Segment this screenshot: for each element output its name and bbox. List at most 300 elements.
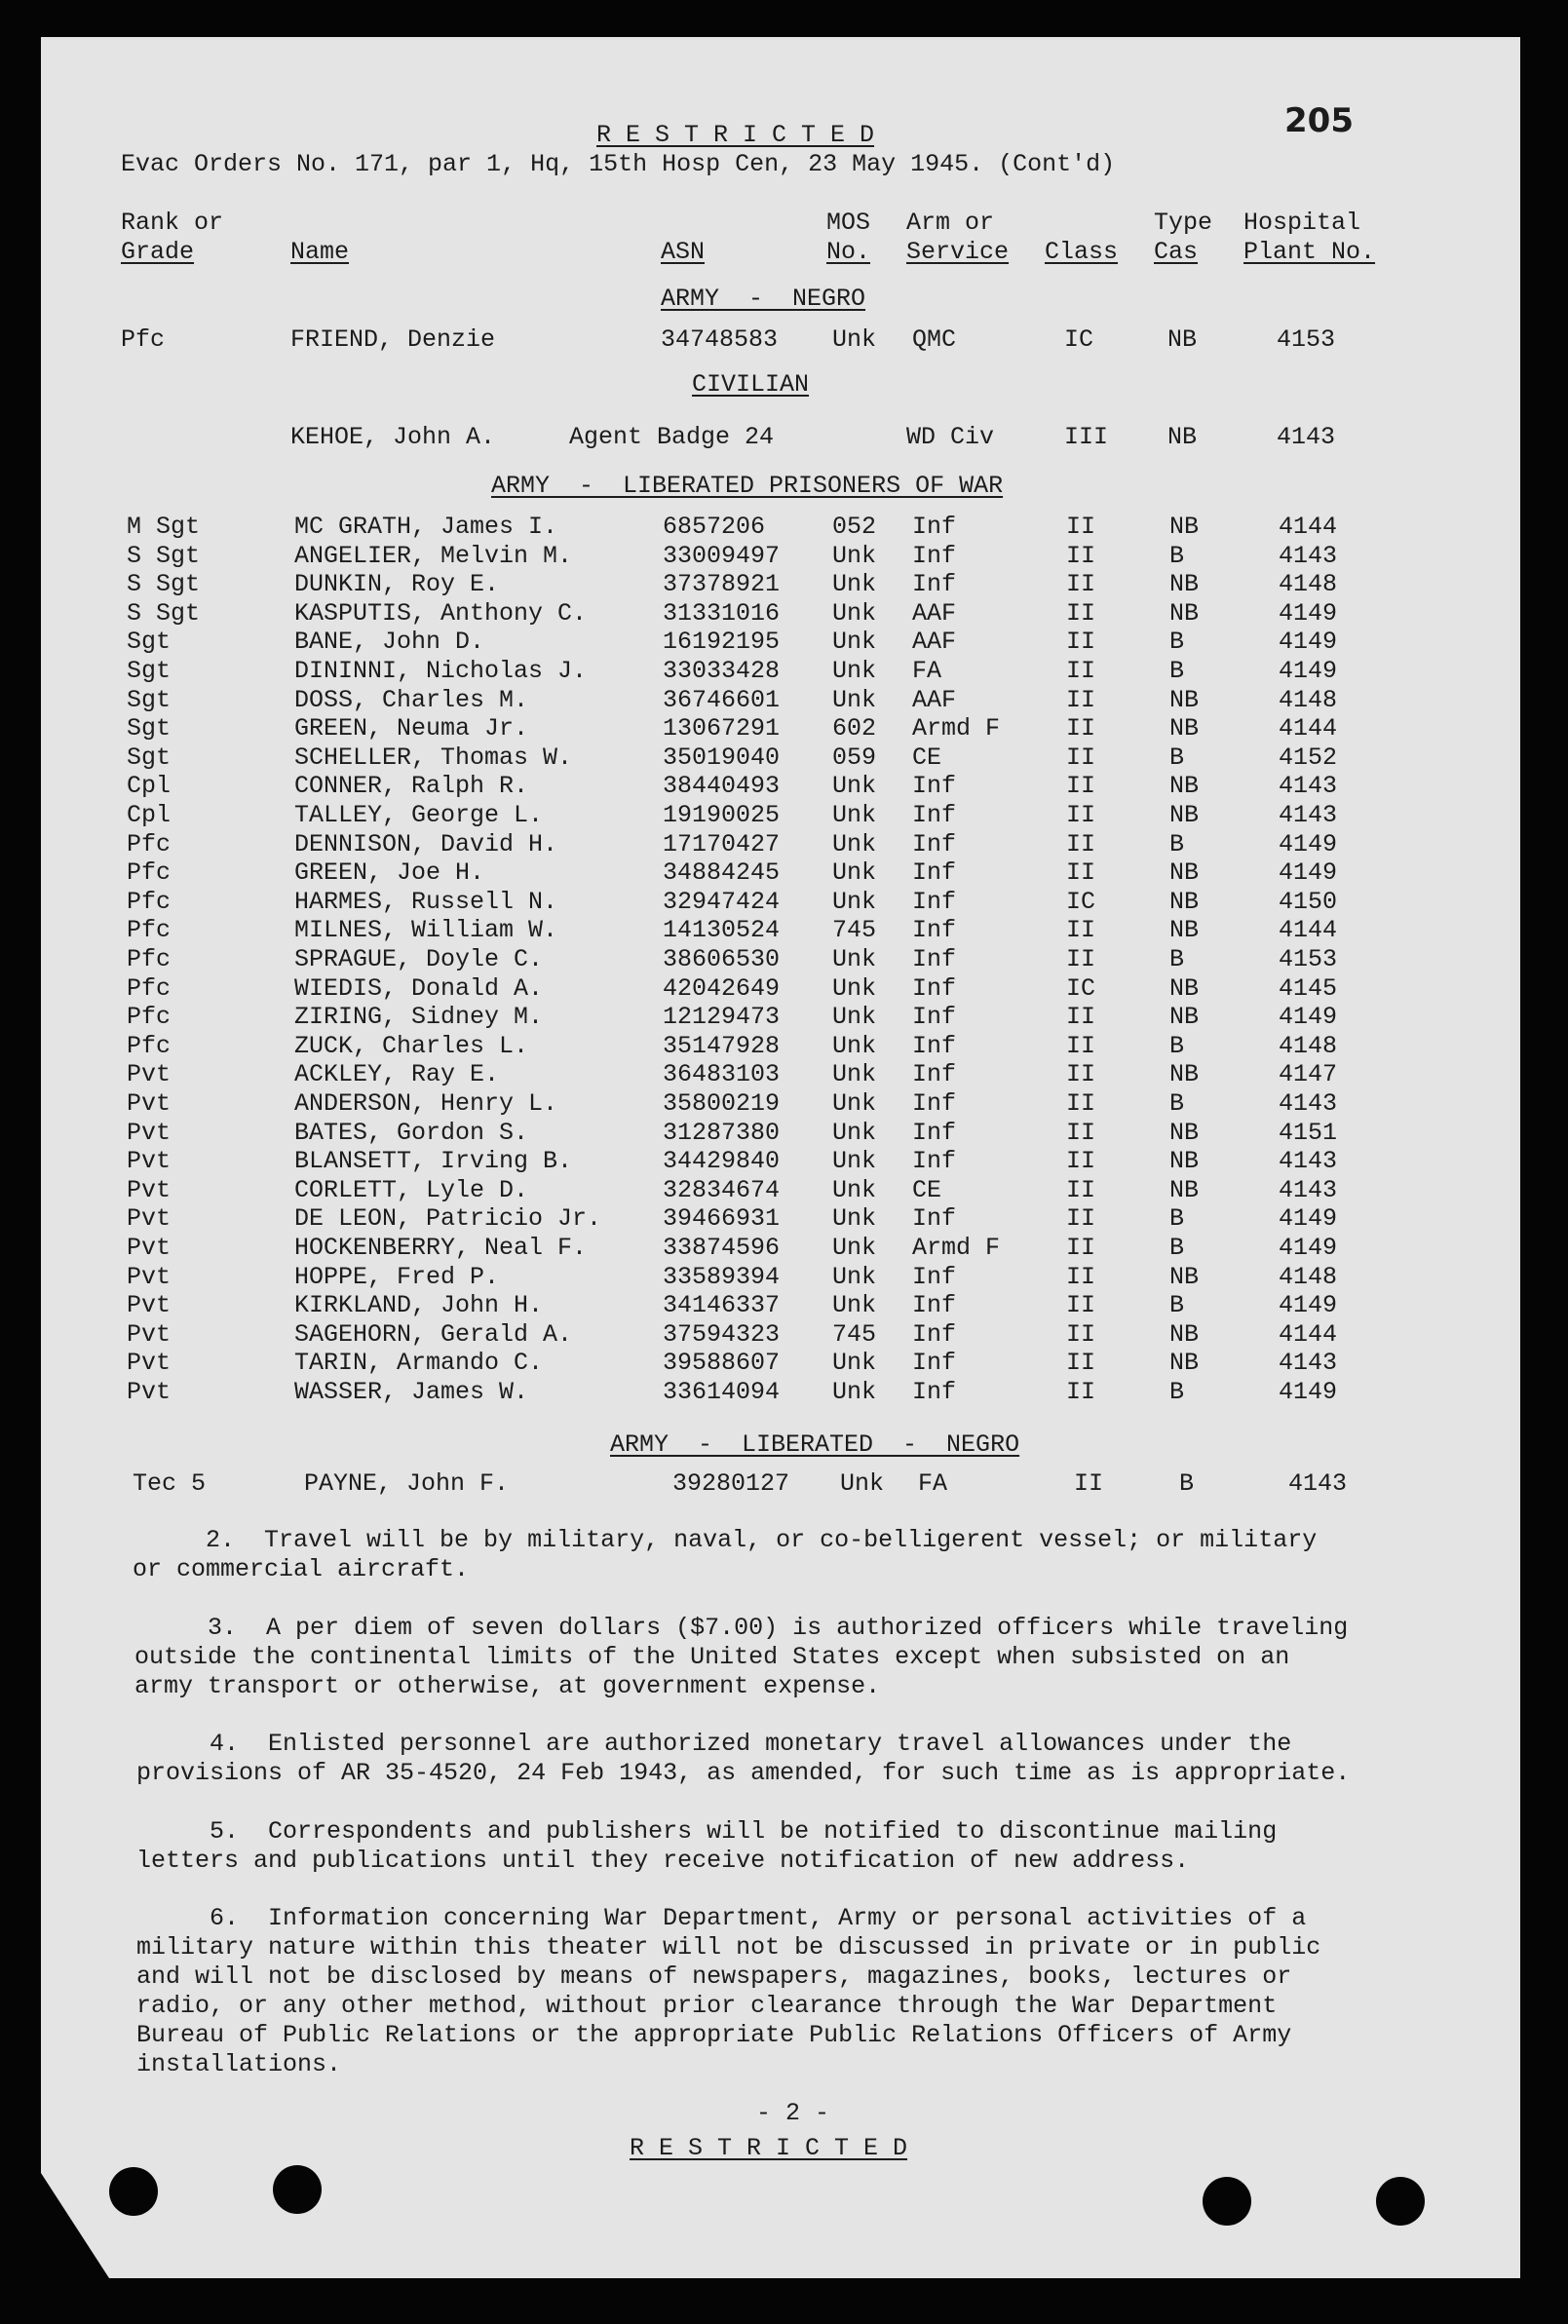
pow-plant: 4143	[1279, 1089, 1338, 1118]
pow-rank: M Sgt	[127, 513, 201, 541]
pow-rank: Pfc	[127, 1032, 172, 1060]
pow-cas: NB	[1169, 916, 1200, 944]
pow-class: II	[1066, 714, 1096, 743]
payne-rank: Tec 5	[133, 1469, 207, 1498]
pow-class: II	[1066, 570, 1096, 598]
pow-class: II	[1066, 858, 1096, 887]
pow-name: DE LEON, Patricio Jr.	[294, 1204, 602, 1233]
pow-name: MILNES, William W.	[294, 916, 558, 944]
pow-cas: B	[1169, 830, 1185, 858]
pow-plant: 4153	[1279, 945, 1338, 973]
pow-arm: Inf	[912, 830, 957, 858]
pow-arm: AAF	[912, 599, 957, 628]
pow-mos: Unk	[832, 1234, 877, 1262]
pow-mos: 602	[832, 714, 877, 743]
pow-rank: Sgt	[127, 657, 172, 685]
binder-hole	[1203, 2177, 1251, 2226]
pow-asn: 36746601	[663, 686, 781, 714]
pow-asn: 32834674	[663, 1176, 781, 1204]
pow-rank: Pfc	[127, 888, 172, 916]
pow-cas: NB	[1169, 858, 1200, 887]
pow-name: SCHELLER, Thomas W.	[294, 743, 573, 772]
binder-hole	[1376, 2177, 1425, 2226]
pow-class: II	[1066, 945, 1096, 973]
payne-cas: B	[1179, 1469, 1195, 1498]
pow-name: KASPUTIS, Anthony C.	[294, 599, 588, 628]
pow-cas: NB	[1169, 1147, 1200, 1175]
pow-cas: B	[1169, 743, 1185, 772]
pow-arm: Inf	[912, 1378, 957, 1406]
pow-mos: Unk	[832, 1291, 877, 1319]
pow-mos: 745	[832, 1320, 877, 1349]
pow-name: DOSS, Charles M.	[294, 686, 529, 714]
pow-class: II	[1066, 1204, 1096, 1233]
pow-plant: 4149	[1279, 1291, 1338, 1319]
pow-rank: Pfc	[127, 945, 172, 973]
binder-hole	[109, 2167, 158, 2216]
pow-plant: 4144	[1279, 1320, 1338, 1349]
pow-plant: 4143	[1279, 1176, 1338, 1204]
pow-mos: Unk	[832, 1263, 877, 1291]
pow-arm: Inf	[912, 1320, 957, 1349]
pow-plant: 4143	[1279, 542, 1338, 570]
kehoe-class: III	[1064, 423, 1109, 451]
pow-asn: 13067291	[663, 714, 781, 743]
pow-cas: NB	[1169, 1003, 1200, 1031]
pow-asn: 17170427	[663, 830, 781, 858]
pow-arm: Inf	[912, 1291, 957, 1319]
pow-cas: NB	[1169, 772, 1200, 800]
pow-cas: B	[1169, 657, 1185, 685]
pow-class: II	[1066, 1349, 1096, 1377]
paragraph-5: 5. Correspondents and publishers will be notified to discontinue mailing letters and publications until they receive notification of new address.	[136, 1817, 1278, 1875]
pow-rank: Pvt	[127, 1147, 172, 1175]
pow-name: CORLETT, Lyle D.	[294, 1176, 529, 1204]
pow-name: HARMES, Russell N.	[294, 888, 558, 916]
pow-arm: FA	[912, 657, 942, 685]
pow-cas: NB	[1169, 1263, 1200, 1291]
pow-class: II	[1066, 599, 1096, 628]
pow-rank: Pfc	[127, 1003, 172, 1031]
folded-corner	[41, 2173, 109, 2278]
pow-mos: Unk	[832, 830, 877, 858]
pow-mos: Unk	[832, 974, 877, 1003]
pow-name: HOCKENBERRY, Neal F.	[294, 1234, 588, 1262]
pow-mos: Unk	[832, 1119, 877, 1147]
friend-name: FRIEND, Denzie	[290, 325, 496, 354]
pow-class: II	[1066, 628, 1096, 656]
pow-class: II	[1066, 830, 1096, 858]
col-arm-header-1: Arm or	[906, 209, 995, 237]
pow-arm: Inf	[912, 1349, 957, 1377]
kehoe-plant: 4143	[1277, 423, 1336, 451]
pow-arm: Inf	[912, 858, 957, 887]
pow-plant: 4148	[1279, 1263, 1338, 1291]
pow-asn: 32947424	[663, 888, 781, 916]
friend-arm: QMC	[912, 325, 957, 354]
col-hospital-header-2: Plant No.	[1243, 238, 1376, 266]
pow-class: II	[1066, 1263, 1096, 1291]
pow-asn: 34884245	[663, 858, 781, 887]
restricted-footer: R E S T R I C T E D	[630, 2134, 908, 2162]
pow-asn: 34429840	[663, 1147, 781, 1175]
pow-name: BANE, John D.	[294, 628, 485, 656]
pow-plant: 4143	[1279, 772, 1338, 800]
pow-rank: Pvt	[127, 1119, 172, 1147]
pow-mos: Unk	[832, 1003, 877, 1031]
pow-arm: Inf	[912, 1089, 957, 1118]
pow-mos: Unk	[832, 657, 877, 685]
pow-mos: Unk	[832, 1176, 877, 1204]
pow-mos: Unk	[832, 570, 877, 598]
col-rank-header-2: Grade	[121, 238, 195, 266]
pow-rank: Pvt	[127, 1089, 172, 1118]
pow-rank: Sgt	[127, 628, 172, 656]
friend-cas: NB	[1167, 325, 1198, 354]
pow-mos: 052	[832, 513, 877, 541]
pow-class: II	[1066, 1032, 1096, 1060]
pow-plant: 4149	[1279, 1234, 1338, 1262]
pow-class: II	[1066, 1176, 1096, 1204]
pow-class: II	[1066, 916, 1096, 944]
pow-plant: 4150	[1279, 888, 1338, 916]
pow-class: II	[1066, 1378, 1096, 1406]
pow-rank: Pvt	[127, 1349, 172, 1377]
pow-mos: Unk	[832, 772, 877, 800]
friend-class: IC	[1064, 325, 1094, 354]
pow-cas: NB	[1169, 513, 1200, 541]
pow-asn: 14130524	[663, 916, 781, 944]
pow-plant: 4149	[1279, 1378, 1338, 1406]
pow-plant: 4149	[1279, 599, 1338, 628]
pow-arm: Inf	[912, 1204, 957, 1233]
pow-mos: 745	[832, 916, 877, 944]
pow-name: BLANSETT, Irving B.	[294, 1147, 573, 1175]
pow-arm: Inf	[912, 888, 957, 916]
pow-arm: Inf	[912, 542, 957, 570]
col-arm-header-2: Service	[906, 238, 1010, 266]
pow-cas: NB	[1169, 1320, 1200, 1349]
pow-arm: Inf	[912, 570, 957, 598]
pow-asn: 37594323	[663, 1320, 781, 1349]
pow-cas: B	[1169, 1204, 1185, 1233]
pow-mos: Unk	[832, 542, 877, 570]
pow-arm: CE	[912, 1176, 942, 1204]
pow-cas: NB	[1169, 599, 1200, 628]
pow-asn: 38606530	[663, 945, 781, 973]
pow-name: MC GRATH, James I.	[294, 513, 558, 541]
pow-arm: AAF	[912, 686, 957, 714]
pow-rank: Pvt	[127, 1263, 172, 1291]
pow-arm: Inf	[912, 974, 957, 1003]
page-number-stamp: 205	[1284, 101, 1354, 140]
pow-class: II	[1066, 1291, 1096, 1319]
pow-asn: 37378921	[663, 570, 781, 598]
pow-mos: Unk	[832, 1349, 877, 1377]
pow-asn: 34146337	[663, 1291, 781, 1319]
pow-mos: Unk	[832, 1060, 877, 1088]
col-rank-header-1: Rank or	[121, 209, 224, 237]
col-asn-header: ASN	[661, 238, 706, 266]
pow-cas: NB	[1169, 714, 1200, 743]
pow-asn: 6857206	[663, 513, 766, 541]
pow-name: BATES, Gordon S.	[294, 1119, 529, 1147]
pow-rank: S Sgt	[127, 542, 201, 570]
pow-name: TALLEY, George L.	[294, 801, 544, 829]
pow-asn: 35800219	[663, 1089, 781, 1118]
pow-name: HOPPE, Fred P.	[294, 1263, 500, 1291]
pow-rank: Pvt	[127, 1291, 172, 1319]
restricted-header: R E S T R I C T E D	[596, 121, 875, 149]
payne-name: PAYNE, John F.	[304, 1469, 510, 1498]
section-army-negro: ARMY - NEGRO	[661, 285, 866, 313]
pow-class: II	[1066, 1003, 1096, 1031]
pow-arm: Inf	[912, 1119, 957, 1147]
pow-plant: 4143	[1279, 1147, 1338, 1175]
pow-plant: 4147	[1279, 1060, 1338, 1088]
pow-name: GREEN, Joe H.	[294, 858, 485, 887]
pow-class: II	[1066, 801, 1096, 829]
pow-class: II	[1066, 1147, 1096, 1175]
pow-arm: Inf	[912, 801, 957, 829]
pow-name: ANGELIER, Melvin M.	[294, 542, 573, 570]
kehoe-name: KEHOE, John A.	[290, 423, 496, 451]
col-name-header: Name	[290, 238, 350, 266]
pow-rank: Pvt	[127, 1234, 172, 1262]
pow-plant: 4148	[1279, 1032, 1338, 1060]
pow-asn: 33009497	[663, 542, 781, 570]
pow-asn: 33589394	[663, 1263, 781, 1291]
section-liberated-pow: ARMY - LIBERATED PRISONERS OF WAR	[491, 472, 1004, 500]
pow-arm: Inf	[912, 1032, 957, 1060]
pow-plant: 4148	[1279, 570, 1338, 598]
pow-class: II	[1066, 1089, 1096, 1118]
pow-asn: 31331016	[663, 599, 781, 628]
pow-arm: CE	[912, 743, 942, 772]
pow-asn: 35147928	[663, 1032, 781, 1060]
pow-mos: Unk	[832, 801, 877, 829]
pow-class: II	[1066, 686, 1096, 714]
pow-class: II	[1066, 1320, 1096, 1349]
pow-cas: NB	[1169, 1119, 1200, 1147]
pow-cas: B	[1169, 628, 1185, 656]
pow-name: ANDERSON, Henry L.	[294, 1089, 558, 1118]
pow-rank: Pvt	[127, 1378, 172, 1406]
pow-cas: B	[1169, 1378, 1185, 1406]
friend-asn: 34748583	[661, 325, 779, 354]
pow-asn: 33033428	[663, 657, 781, 685]
pow-class: II	[1066, 1234, 1096, 1262]
pow-mos: 059	[832, 743, 877, 772]
pow-rank: Pvt	[127, 1176, 172, 1204]
section-civilian: CIVILIAN	[692, 370, 810, 399]
pow-arm: Inf	[912, 1147, 957, 1175]
pow-name: GREEN, Neuma Jr.	[294, 714, 529, 743]
pow-plant: 4151	[1279, 1119, 1338, 1147]
pow-mos: Unk	[832, 1204, 877, 1233]
pow-name: DENNISON, David H.	[294, 830, 558, 858]
pow-arm: Armd F	[912, 1234, 1001, 1262]
kehoe-cas: NB	[1167, 423, 1198, 451]
pow-asn: 31287380	[663, 1119, 781, 1147]
pow-name: KIRKLAND, John H.	[294, 1291, 544, 1319]
footer-page-number: - 2 -	[756, 2099, 830, 2127]
pow-rank: Cpl	[127, 772, 172, 800]
kehoe-arm: WD Civ	[906, 423, 995, 451]
pow-rank: Pfc	[127, 830, 172, 858]
pow-asn: 35019040	[663, 743, 781, 772]
friend-rank: Pfc	[121, 325, 166, 354]
pow-rank: Sgt	[127, 686, 172, 714]
pow-name: CONNER, Ralph R.	[294, 772, 529, 800]
pow-mos: Unk	[832, 858, 877, 887]
pow-plant: 4144	[1279, 513, 1338, 541]
col-type-header-1: Type	[1154, 209, 1213, 237]
pow-rank: Cpl	[127, 801, 172, 829]
pow-cas: B	[1169, 1032, 1185, 1060]
pow-arm: Inf	[912, 513, 957, 541]
pow-rank: Sgt	[127, 743, 172, 772]
pow-name: ZUCK, Charles L.	[294, 1032, 529, 1060]
pow-mos: Unk	[832, 888, 877, 916]
pow-name: WIEDIS, Donald A.	[294, 974, 544, 1003]
pow-class: II	[1066, 772, 1096, 800]
paragraph-2: 2. Travel will be by military, naval, or co-belligerent vessel; or military or commercial aircraft.	[133, 1526, 1318, 1583]
pow-mos: Unk	[832, 945, 877, 973]
paragraph-6: 6. Information concerning War Department, Army or personal activities of a military nature within this theater will not be discussed in private or in public and will not be disclosed by means of newspapers, magazines, books, lectures or radio, or any other method, without prior clearance through the War Department Bureau of Public Relations or the appropriate Public Relations Officers of Army installations.	[136, 1904, 1321, 2078]
pow-cas: B	[1169, 1234, 1185, 1262]
pow-plant: 4149	[1279, 1204, 1338, 1233]
pow-rank: Pvt	[127, 1204, 172, 1233]
pow-name: WASSER, James W.	[294, 1378, 529, 1406]
pow-cas: NB	[1169, 1060, 1200, 1088]
pow-cas: B	[1169, 1089, 1185, 1118]
pow-mos: Unk	[832, 1032, 877, 1060]
pow-class: IC	[1066, 888, 1096, 916]
kehoe-badge: Agent Badge 24	[569, 423, 775, 451]
pow-arm: Inf	[912, 772, 957, 800]
pow-plant: 4149	[1279, 628, 1338, 656]
pow-class: II	[1066, 542, 1096, 570]
payne-plant: 4143	[1288, 1469, 1348, 1498]
pow-arm: Armd F	[912, 714, 1001, 743]
pow-plant: 4149	[1279, 657, 1338, 685]
section-liberated-negro: ARMY - LIBERATED - NEGRO	[610, 1430, 1020, 1459]
pow-arm: Inf	[912, 1003, 957, 1031]
col-type-header-2: Cas	[1154, 238, 1199, 266]
pow-cas: NB	[1169, 1176, 1200, 1204]
pow-name: ACKLEY, Ray E.	[294, 1060, 500, 1088]
pow-asn: 16192195	[663, 628, 781, 656]
pow-asn: 36483103	[663, 1060, 781, 1088]
pow-mos: Unk	[832, 1378, 877, 1406]
pow-rank: Pfc	[127, 916, 172, 944]
pow-plant: 4145	[1279, 974, 1338, 1003]
pow-asn: 12129473	[663, 1003, 781, 1031]
payne-mos: Unk	[840, 1469, 885, 1498]
pow-plant: 4143	[1279, 1349, 1338, 1377]
pow-asn: 19190025	[663, 801, 781, 829]
pow-plant: 4149	[1279, 858, 1338, 887]
paragraph-4: 4. Enlisted personnel are authorized monetary travel allowances under the provisions of AR 35-4520, 24 Feb 1943, as amended, for such time as is appropriate.	[136, 1730, 1351, 1787]
order-line: Evac Orders No. 171, par 1, Hq, 15th Hosp Cen, 23 May 1945. (Cont'd)	[121, 150, 1116, 178]
col-class-header: Class	[1045, 238, 1119, 266]
pow-asn: 33614094	[663, 1378, 781, 1406]
pow-asn: 42042649	[663, 974, 781, 1003]
pow-plant: 4144	[1279, 916, 1338, 944]
pow-class: II	[1066, 513, 1096, 541]
pow-arm: Inf	[912, 916, 957, 944]
payne-asn: 39280127	[672, 1469, 790, 1498]
friend-mos: Unk	[832, 325, 877, 354]
pow-arm: Inf	[912, 1060, 957, 1088]
pow-arm: Inf	[912, 945, 957, 973]
pow-cas: B	[1169, 945, 1185, 973]
pow-class: IC	[1066, 974, 1096, 1003]
pow-plant: 4149	[1279, 1003, 1338, 1031]
pow-class: II	[1066, 1119, 1096, 1147]
pow-plant: 4152	[1279, 743, 1338, 772]
pow-cas: NB	[1169, 686, 1200, 714]
paragraph-3: 3. A per diem of seven dollars ($7.00) is authorized officers while traveling outside the continental limits of the United States except when subsisted on an army transport or otherwise, at government expense.	[134, 1614, 1349, 1700]
col-hospital-header-1: Hospital	[1243, 209, 1361, 237]
payne-class: II	[1074, 1469, 1104, 1498]
binder-hole	[273, 2165, 322, 2214]
friend-plant: 4153	[1277, 325, 1336, 354]
pow-rank: S Sgt	[127, 599, 201, 628]
pow-rank: Pvt	[127, 1060, 172, 1088]
pow-class: II	[1066, 657, 1096, 685]
pow-class: II	[1066, 743, 1096, 772]
pow-cas: NB	[1169, 974, 1200, 1003]
pow-class: II	[1066, 1060, 1096, 1088]
pow-rank: Pfc	[127, 974, 172, 1003]
pow-asn: 39466931	[663, 1204, 781, 1233]
pow-cas: NB	[1169, 570, 1200, 598]
pow-rank: S Sgt	[127, 570, 201, 598]
pow-arm: Inf	[912, 1263, 957, 1291]
pow-rank: Pvt	[127, 1320, 172, 1349]
pow-cas: B	[1169, 542, 1185, 570]
pow-name: ZIRING, Sidney M.	[294, 1003, 544, 1031]
pow-plant: 4143	[1279, 801, 1338, 829]
pow-rank: Sgt	[127, 714, 172, 743]
col-mos-header-2: No.	[826, 238, 871, 266]
pow-name: SPRAGUE, Doyle C.	[294, 945, 544, 973]
pow-mos: Unk	[832, 599, 877, 628]
pow-asn: 39588607	[663, 1349, 781, 1377]
pow-asn: 33874596	[663, 1234, 781, 1262]
pow-mos: Unk	[832, 686, 877, 714]
pow-name: DUNKIN, Roy E.	[294, 570, 500, 598]
pow-arm: AAF	[912, 628, 957, 656]
pow-mos: Unk	[832, 1089, 877, 1118]
pow-asn: 38440493	[663, 772, 781, 800]
pow-cas: B	[1169, 1291, 1185, 1319]
pow-cas: NB	[1169, 888, 1200, 916]
col-mos-header-1: MOS	[826, 209, 871, 237]
pow-rank: Pfc	[127, 858, 172, 887]
pow-plant: 4148	[1279, 686, 1338, 714]
payne-arm: FA	[918, 1469, 948, 1498]
pow-mos: Unk	[832, 628, 877, 656]
pow-plant: 4149	[1279, 830, 1338, 858]
pow-name: SAGEHORN, Gerald A.	[294, 1320, 573, 1349]
pow-cas: NB	[1169, 801, 1200, 829]
pow-plant: 4144	[1279, 714, 1338, 743]
pow-mos: Unk	[832, 1147, 877, 1175]
pow-name: TARIN, Armando C.	[294, 1349, 544, 1377]
